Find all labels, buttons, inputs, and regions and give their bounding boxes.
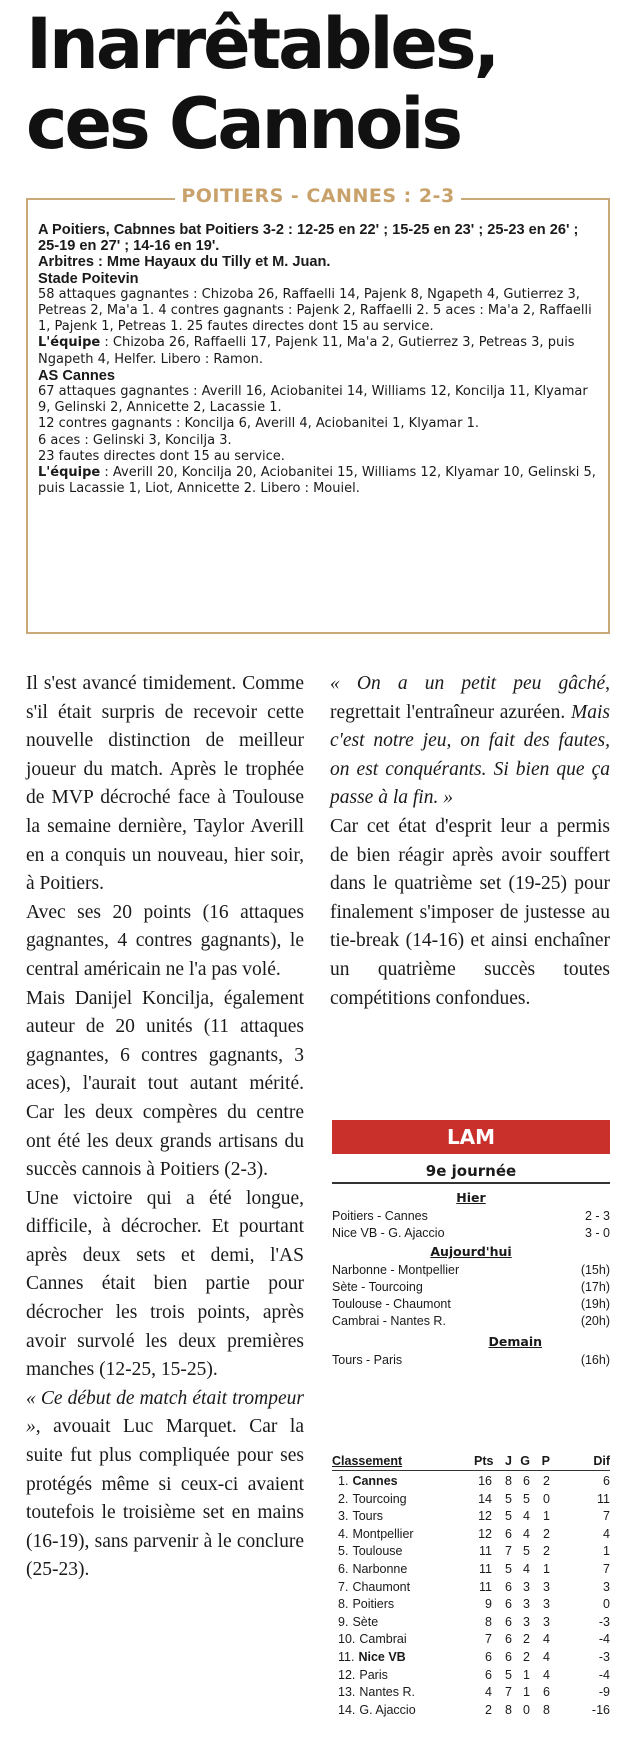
standings-rank: 10. — [338, 1632, 356, 1647]
standings-row — [332, 1491, 610, 1509]
standings-rank: 14. — [338, 1702, 356, 1717]
standings-played: 7 — [505, 1685, 512, 1700]
standings-pts: 14 — [478, 1491, 492, 1506]
standings-won: 4 — [523, 1509, 530, 1524]
standings-team — [338, 1491, 407, 1509]
standings-pts: 6 — [485, 1650, 492, 1664]
today-label: Aujourd'hui — [430, 1244, 512, 1259]
team2-lineup — [38, 465, 600, 497]
standings-rank: 5. — [338, 1544, 349, 1559]
team2-name: AS Cannes — [38, 367, 116, 384]
match-time: (16h) — [580, 1353, 610, 1367]
standings-team — [338, 1508, 383, 1526]
standings-pts: 11 — [479, 1579, 492, 1594]
standings-diff: 1 — [603, 1544, 610, 1559]
box-header: POITIERS - CANNES : 2-3 — [175, 185, 460, 207]
team2-faults: 23 fautes directes dont 15 au service. — [38, 448, 285, 464]
referees: Arbitres : Mme Hayaux du Tilly et M. Juan. — [38, 254, 331, 271]
standings-row — [332, 1579, 610, 1597]
match-teams: Nice VB - G. Ajaccio — [332, 1226, 445, 1240]
standings-rank: 4. — [338, 1526, 349, 1541]
team1-lineup-label: L'équipe — [38, 335, 101, 351]
standings-lost: 2 — [543, 1526, 550, 1541]
match-teams: Poitiers - Cannes — [332, 1209, 428, 1223]
standings-diff: 11 — [597, 1491, 610, 1506]
standings-won: 1 — [523, 1685, 530, 1700]
result-row — [332, 1208, 610, 1225]
standings-lost: 4 — [543, 1667, 550, 1682]
standings-lost: 6 — [543, 1685, 550, 1700]
standings-pts: 11 — [479, 1544, 492, 1559]
standings-rank: 2. — [338, 1491, 349, 1506]
standings-diff: -4 — [598, 1667, 610, 1682]
standings-team-name: Nice VB — [358, 1650, 406, 1664]
match-time: (20h) — [580, 1314, 610, 1328]
round-title: 9e journée — [332, 1160, 610, 1184]
standings-team — [338, 1614, 378, 1632]
match-teams: Narbonne - Montpellier — [332, 1263, 460, 1277]
match-time: (17h) — [580, 1280, 610, 1294]
standings-lost: 8 — [543, 1702, 550, 1717]
standings-played: 8 — [505, 1474, 512, 1488]
standings-lost: 2 — [543, 1544, 550, 1559]
standings-pts: 7 — [485, 1632, 492, 1647]
standings-team-name: G. Ajaccio — [359, 1702, 416, 1717]
standings-team-name: Cambrai — [359, 1632, 407, 1647]
standings-header — [332, 1452, 610, 1471]
team2-lineup-text: : Averill 20, Koncilja 20, Aciobanitei 15, Williams 12, Klyamar 10, Gelinski 5, puis Lacassie 1, Liot, Annicette 2. Libero : Mouiel. — [38, 465, 596, 497]
standings-played: 6 — [505, 1614, 512, 1629]
standings-row — [332, 1561, 610, 1579]
standings-lost: 3 — [543, 1579, 550, 1594]
league-banner: LAM — [332, 1120, 610, 1154]
col-dif: Dif — [593, 1454, 610, 1468]
standings-diff: 7 — [603, 1509, 610, 1524]
standings-played: 7 — [505, 1544, 512, 1559]
quote-part-1: « On a un petit peu gâché — [330, 673, 606, 694]
standings-won: 3 — [523, 1597, 530, 1612]
standings-played: 5 — [505, 1491, 512, 1506]
team2-aces: 6 aces : Gelinski 3, Koncilja 3. — [38, 432, 232, 448]
hier-label: Hier — [456, 1190, 486, 1205]
standings-pts: 6 — [485, 1667, 492, 1682]
article-paragraph-7: Car cet état d'esprit leur a permis de bien réagir après avoir souffert dans le quatrième set (19-25) pour finalement s'imposer de justesse au tie-break (14-16) et ainsi enchaîner un quatrième succès toutes compétitions confondues. — [330, 815, 610, 1009]
standings-rank: 7. — [338, 1579, 349, 1594]
standings-played: 6 — [505, 1526, 512, 1541]
standings-won: 6 — [523, 1474, 530, 1488]
standings-pts: 16 — [478, 1474, 492, 1488]
article-paragraph-4: Une victoire qui a été longue, difficile, à décrocher. Et pourtant après deux sets et demi, l'AS Cannes était bien partie pour décrocher les trois points, après avoir survolé les deux premières manches (12-25, 15-25). — [26, 1187, 304, 1381]
standings-pts: 2 — [485, 1702, 492, 1717]
standings-won: 2 — [523, 1650, 530, 1664]
standings-diff: 7 — [603, 1562, 610, 1576]
standings-played: 8 — [505, 1702, 512, 1717]
standings-lost: 3 — [543, 1614, 550, 1629]
standings-played: 5 — [505, 1509, 512, 1524]
standings-won: 1 — [523, 1667, 530, 1682]
article-paragraph-3: Mais Danijel Koncilja, également auteur de 20 unités (11 attaques gagnantes, 6 contres gagnants, 3 aces), l'aurait tout autant mérité. Car les deux compères du centre ont été les deux grands artisans du succès cannois à Poitiers (2-3). — [26, 987, 304, 1181]
standings-row — [332, 1702, 610, 1720]
standings-row — [332, 1526, 610, 1544]
standings-team — [338, 1667, 388, 1685]
article-column-2 — [330, 670, 610, 1013]
standings-lost: 0 — [543, 1491, 550, 1506]
standings-team — [338, 1526, 414, 1544]
team2-blocks: 12 contres gagnants : Koncilja 6, Averill 4, Aciobanitei 1, Klyamar 1. — [38, 416, 479, 432]
standings-diff: 4 — [603, 1526, 610, 1541]
standings-row — [332, 1614, 610, 1632]
standings-lost: 1 — [543, 1562, 550, 1576]
standings-team-name: Cannes — [352, 1474, 398, 1488]
fixture-row — [332, 1352, 610, 1369]
standings-team-name: Poitiers — [352, 1597, 395, 1612]
article-paragraph-5-text: , avouait Luc Marquet. Car la suite fut plus compliquée pour ses protégés même si ceux-ci avaient toutefois le troisième set en mains (16-19), sans parvenir à le conclure (25-23). — [26, 1416, 304, 1581]
standings-team — [338, 1561, 407, 1579]
standings-diff: -3 — [598, 1614, 610, 1629]
standings-rank: 8. — [338, 1597, 349, 1612]
standings-team-name: Chaumont — [352, 1579, 411, 1594]
standings-team — [338, 1702, 416, 1720]
standings-row — [332, 1543, 610, 1561]
fixture-row — [332, 1279, 610, 1296]
standings-row — [332, 1667, 610, 1685]
standings-team-name: Sète — [352, 1614, 379, 1629]
article-paragraph-2: Avec ses 20 points (16 attaques gagnantes, 4 contres gagnants), le central américain ne l'a pas volé. — [26, 901, 304, 980]
standings-pts: 12 — [478, 1509, 492, 1524]
standings-diff: -16 — [591, 1702, 610, 1717]
standings-won: 3 — [523, 1579, 530, 1594]
standings-row — [332, 1508, 610, 1526]
standings-rank: 1. — [338, 1474, 349, 1488]
standings-team-name: Montpellier — [352, 1526, 414, 1541]
standings-won: 4 — [523, 1562, 530, 1576]
quote-marquet: « Ce début de match était trompeur » — [26, 1387, 304, 1438]
standings-team — [338, 1596, 394, 1614]
team1-stats: 58 attaques gagnantes : Chizoba 26, Raffaelli 14, Pajenk 8, Ngapeth 4, Gutierrez 3, Petreas 2, Ma'a 1. 4 contres gagnants : Pajenk 2, Raffaelli 2. 5 aces : Ma'a 2, Raffaelli 1, Pajenk 1, Petreas 1. 25 fautes directes dont 15 au service. — [38, 286, 592, 335]
team1-name: Stade Poitevin — [38, 270, 139, 287]
article-column-1 — [26, 670, 304, 1585]
article-paragraph-1: Il s'est avancé timidement. Comme s'il était surpris de recevoir cette nouvelle distinction de meilleur joueur du match. Après le trophée de MVP décroché face à Toulouse la semaine dernière, Taylor Averill en a conquis un nouveau, hier soir, à Poitiers. — [26, 673, 304, 895]
standings-diff: -9 — [598, 1685, 610, 1700]
standings-team-name: Tourcoing — [352, 1491, 407, 1506]
col-p: P — [541, 1454, 550, 1468]
standings-played: 6 — [505, 1632, 512, 1647]
headline-line-2: ces Cannois — [26, 83, 461, 165]
standings-pts: 11 — [479, 1562, 492, 1576]
standings-pts: 12 — [478, 1526, 492, 1541]
standings-team-name: Narbonne — [352, 1562, 408, 1576]
fixture-row — [332, 1296, 610, 1313]
standings-team — [338, 1579, 410, 1597]
standings-played: 5 — [505, 1667, 512, 1682]
standings-diff: -4 — [598, 1632, 610, 1647]
col-j: J — [505, 1454, 512, 1468]
standings-pts: 4 — [485, 1685, 492, 1700]
standings-lost: 2 — [543, 1474, 550, 1488]
standings-lost: 3 — [543, 1597, 550, 1612]
col-g: G — [520, 1454, 530, 1468]
match-time: (15h) — [580, 1263, 610, 1277]
standings-team — [338, 1631, 407, 1649]
match-teams: Sète - Tourcoing — [332, 1280, 423, 1294]
standings-lost: 4 — [543, 1650, 550, 1664]
result-row — [332, 1225, 610, 1242]
standings-lost: 4 — [543, 1632, 550, 1647]
match-summary-box — [26, 185, 610, 634]
standings-won: 4 — [523, 1526, 530, 1541]
standings-team — [338, 1684, 415, 1702]
standings-rank: 12. — [338, 1667, 356, 1682]
match-teams: Cambrai - Nantes R. — [332, 1314, 446, 1328]
fixture-row — [332, 1262, 610, 1279]
standings-played: 6 — [505, 1597, 512, 1612]
team2-attacks: 67 attaques gagnantes : Averill 16, Aciobanitei 14, Williams 12, Koncilja 11, Klyamar 9, Gelinski 2, Annicette 2, Lacassie 1. — [38, 384, 588, 416]
quote-part-2: Mais c'est notre jeu, on fait des fautes, on est conquérants. Si bien que ça passe à la fin. » — [330, 701, 610, 809]
standings-won: 3 — [523, 1614, 530, 1629]
team1-lineup — [38, 335, 600, 367]
standings-won: 5 — [523, 1544, 530, 1559]
standings-rank: 6. — [338, 1562, 349, 1576]
standings-won: 5 — [523, 1491, 530, 1506]
standings-played: 6 — [505, 1650, 512, 1664]
standings-played: 5 — [505, 1562, 512, 1576]
standings-won: 2 — [523, 1632, 530, 1647]
standings-rank: 9. — [338, 1614, 349, 1629]
standings-team — [338, 1649, 406, 1667]
article-paragraph-5 — [26, 1385, 304, 1585]
standings-team-name: Paris — [359, 1667, 388, 1682]
standings-diff: 3 — [603, 1579, 610, 1594]
standings-rank: 11. — [338, 1650, 355, 1664]
match-teams: Tours - Paris — [332, 1353, 403, 1367]
standings-team-name: Nantes R. — [359, 1685, 415, 1700]
article-paragraph-6 — [330, 670, 610, 813]
standings-team — [338, 1473, 398, 1491]
match-score: 3 - 0 — [584, 1226, 610, 1240]
headline-line-1: Inarrêtables, — [26, 3, 498, 85]
col-pts: Pts — [474, 1454, 494, 1468]
team2-lineup-label: L'équipe — [38, 465, 101, 481]
standings-row — [332, 1631, 610, 1649]
standings-lost: 1 — [543, 1509, 550, 1524]
standings-rank: 13. — [338, 1685, 356, 1700]
headline — [26, 4, 626, 164]
standings-won: 0 — [523, 1702, 530, 1717]
match-teams: Toulouse - Chaumont — [332, 1297, 451, 1311]
standings-diff: 0 — [603, 1597, 610, 1612]
match-summary: A Poitiers, Cabnnes bat Poitiers 3-2 : 12-25 en 22' ; 15-25 en 23' ; 25-23 en 26' ; 25-19 en 27' ; 14-16 en 19'. — [38, 222, 579, 255]
standings-team — [338, 1543, 402, 1561]
standings-played: 6 — [505, 1579, 512, 1594]
standings-rank: 3. — [338, 1509, 349, 1524]
standings-team-name: Toulouse — [352, 1544, 403, 1559]
match-score: 2 - 3 — [584, 1209, 610, 1223]
standings-pts: 8 — [485, 1614, 492, 1629]
tomorrow-label: Demain — [488, 1334, 542, 1349]
standings-diff: -3 — [598, 1650, 610, 1664]
standings-team-name: Tours — [352, 1509, 384, 1524]
article-paragraph-6-text: , regrettait l'entraîneur azuréen. — [330, 673, 610, 723]
standings-title: Classement — [332, 1454, 403, 1468]
standings-row — [332, 1649, 610, 1667]
fixture-row — [332, 1313, 610, 1330]
standings-row — [332, 1596, 610, 1614]
match-time: (19h) — [580, 1297, 610, 1311]
standings-pts: 9 — [485, 1597, 492, 1612]
team1-lineup-text: : Chizoba 26, Raffaelli 17, Pajenk 11, Ma'a 2, Gutierrez 3, Petreas 3, puis Ngapeth 4, Helfer. Libero : Ramon. — [38, 335, 575, 367]
standings-diff: 6 — [603, 1474, 610, 1488]
standings-row — [332, 1473, 610, 1491]
standings-row — [332, 1684, 610, 1702]
